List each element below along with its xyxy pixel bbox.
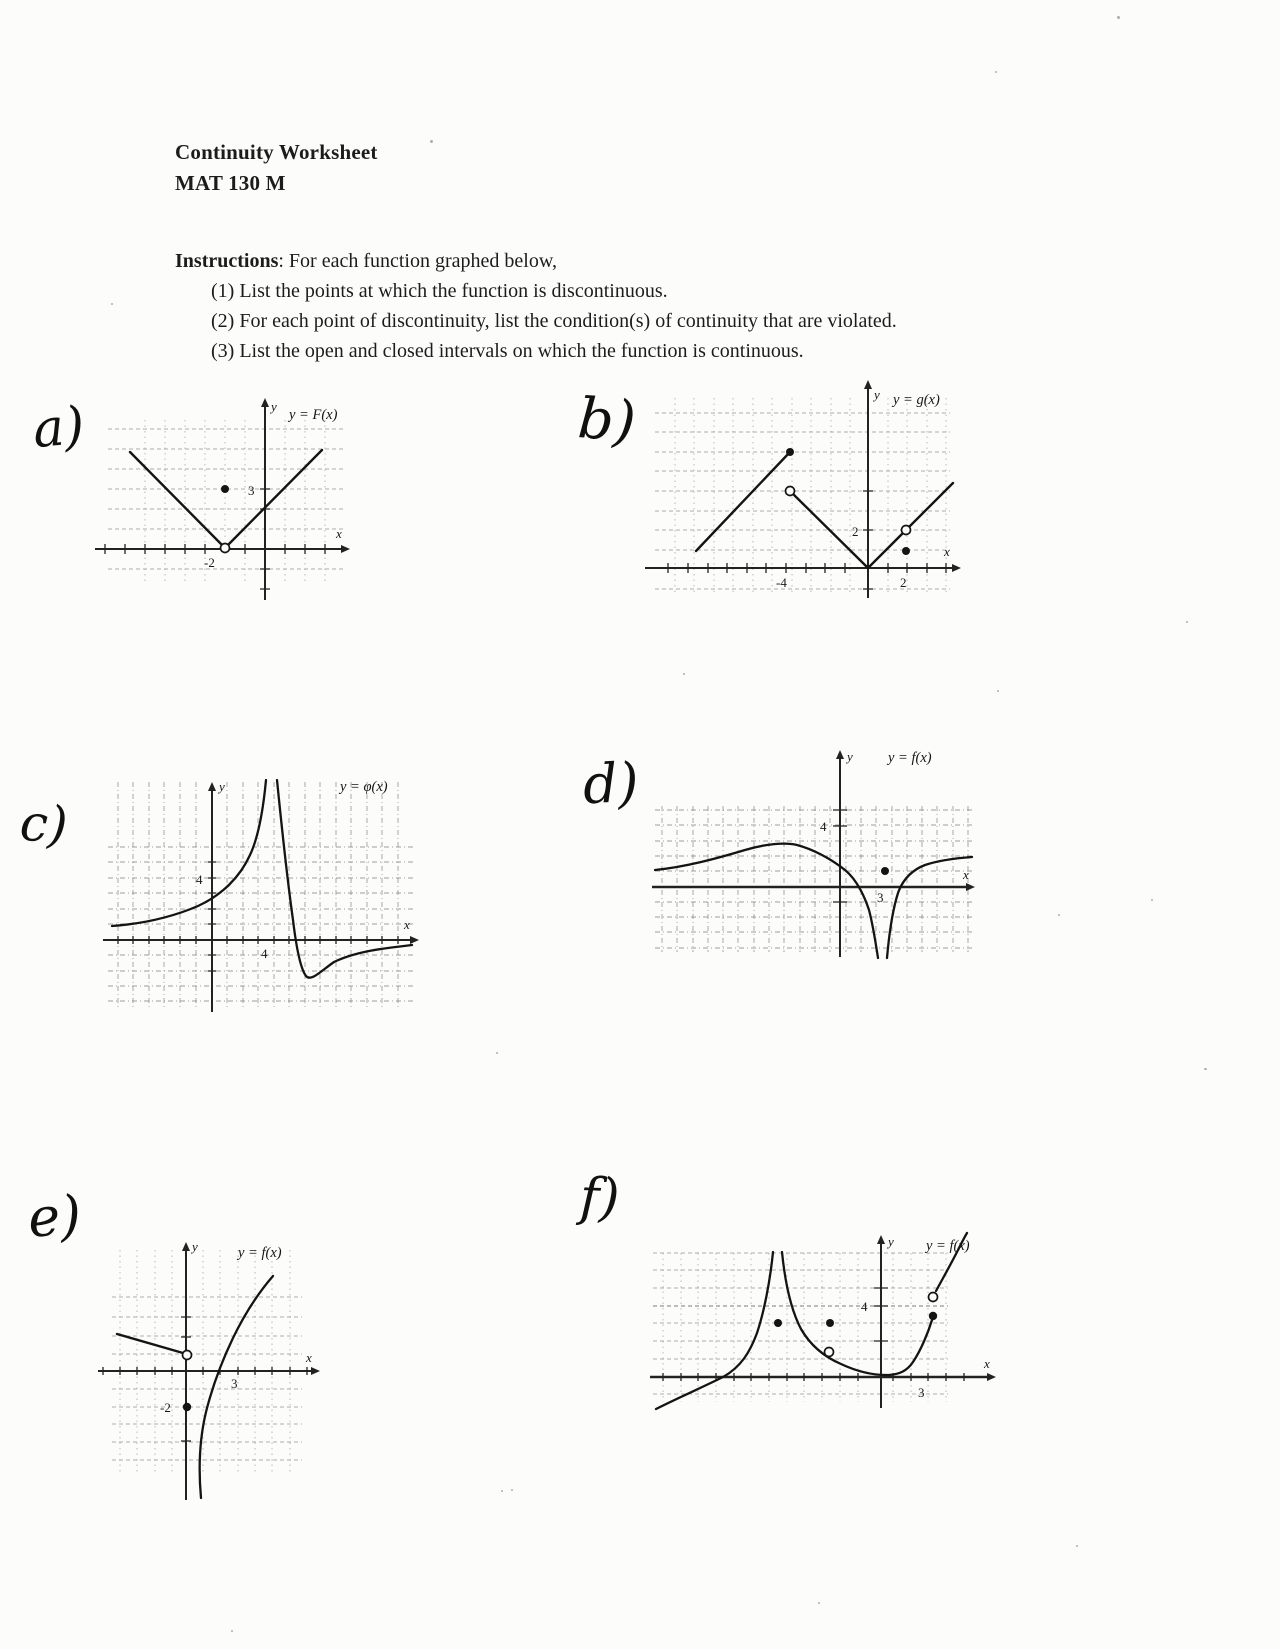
graph-c-y-arrow xyxy=(208,782,216,791)
instruction-item-1: (1) List the points at which the function is discontinuous. xyxy=(211,280,668,302)
graph-f-x-axis-label: x xyxy=(984,1356,990,1371)
graph-c-plot xyxy=(100,775,420,1015)
scan-speck xyxy=(231,1630,233,1632)
graph-b-y-axis-label: y xyxy=(874,387,880,402)
graph-f-filled-point-1 xyxy=(774,1319,782,1327)
graph-a-vgrid xyxy=(145,420,325,585)
scan-speck xyxy=(1204,1068,1207,1070)
graph-d-hgrid xyxy=(655,810,972,948)
graph-f-filled-point-3 xyxy=(929,1312,937,1320)
graph-a-x-arrow xyxy=(341,545,350,553)
graph-a-plot xyxy=(90,395,360,605)
course-code: MAT 130 M xyxy=(175,171,286,195)
graph-e-hgrid xyxy=(112,1297,302,1460)
graph-a-y-arrow xyxy=(261,398,269,407)
graph-b-function-label: y = g(x) xyxy=(893,392,940,408)
graph-a-filled-point xyxy=(221,485,229,493)
graph-f-curve-left xyxy=(656,1252,773,1409)
graph-e-x-tick-3: 3 xyxy=(231,1376,238,1391)
graph-a-hand-label: a) xyxy=(30,395,87,461)
graph-f-open-point-1 xyxy=(825,1348,834,1357)
scan-speck xyxy=(995,71,997,73)
graph-e-y-arrow xyxy=(182,1242,190,1251)
instructions-intro: : For each function graphed below, xyxy=(278,250,557,272)
instructions-label: Instructions xyxy=(175,250,279,272)
graph-b-open-point-2 xyxy=(902,526,911,535)
graph-a-x-tick-neg2: -2 xyxy=(204,555,215,570)
graph-d-vgrid xyxy=(662,806,968,952)
graph-f-hgrid xyxy=(653,1253,948,1394)
graph-e-function-label: y = f(x) xyxy=(238,1245,282,1261)
graph-b-y-tick-2: 2 xyxy=(852,524,859,539)
instruction-item-3: (3) List the open and closed intervals on which the function is continuous. xyxy=(211,340,804,362)
graph-b-plot xyxy=(640,380,965,600)
scan-speck xyxy=(1076,1545,1078,1547)
graph-b-vgrid xyxy=(675,398,946,595)
instructions-block xyxy=(175,250,1095,363)
graph-d-function-label: y = f(x) xyxy=(888,750,932,766)
graph-e-y-axis-label: y xyxy=(192,1239,198,1254)
graph-b-left-ray xyxy=(696,452,790,551)
graph-e-open-point xyxy=(183,1351,192,1360)
graph-f-filled-point-2 xyxy=(826,1319,834,1327)
graph-a-x-axis-label: x xyxy=(336,526,342,541)
graph-b-x-tick-2: 2 xyxy=(900,575,907,590)
graph-d-hand-label: d) xyxy=(581,750,641,817)
graph-c-x-axis-label: x xyxy=(404,917,410,932)
graph-f-x-tick-3: 3 xyxy=(918,1385,925,1400)
graph-a-y-axis-label: y xyxy=(271,399,277,414)
graph-b-hand-label: b) xyxy=(575,386,638,455)
graph-b-x-arrow xyxy=(952,564,961,572)
graph-f-hand-label: f) xyxy=(578,1167,621,1229)
graph-d-y-tick-4: 4 xyxy=(820,819,827,834)
graph-f-x-arrow xyxy=(987,1373,996,1381)
graph-c-y-tick-4: 4 xyxy=(196,872,203,887)
graph-b-hgrid xyxy=(655,413,950,589)
scan-speck xyxy=(1117,16,1120,19)
scan-speck xyxy=(997,690,999,692)
graph-c-x-tick-4: 4 xyxy=(261,946,268,961)
graph-d-y-arrow xyxy=(836,750,844,759)
graph-a-y-tick-3: 3 xyxy=(248,483,255,498)
scan-speck xyxy=(111,303,113,305)
graph-d-x-axis-label: x xyxy=(963,867,969,882)
graph-c-hgrid xyxy=(108,847,414,1001)
graph-c-vgrid xyxy=(118,782,398,1008)
graph-e-x-arrow xyxy=(311,1367,320,1375)
graph-b-filled-point-2 xyxy=(902,547,910,555)
scan-speck xyxy=(1186,621,1188,623)
graph-c-curve-right xyxy=(277,780,412,978)
graph-b-right-ray xyxy=(868,483,953,568)
instructions-lead xyxy=(175,250,1095,273)
scan-speck xyxy=(430,140,433,143)
scan-speck xyxy=(818,1602,820,1604)
graph-b-open-point-1 xyxy=(786,487,795,496)
graph-b-y-arrow xyxy=(864,380,872,389)
graph-f-plot xyxy=(645,1175,1000,1415)
graph-d-filled-point xyxy=(881,867,889,875)
worksheet-header xyxy=(175,140,378,196)
scan-speck xyxy=(511,1489,513,1491)
graph-d-plot xyxy=(648,745,978,960)
graph-e-filled-point xyxy=(183,1403,191,1411)
graph-f-y-arrow xyxy=(877,1235,885,1244)
graph-d-y-axis-label: y xyxy=(847,749,853,764)
scan-speck xyxy=(496,1052,498,1054)
graph-c-hand-label: c) xyxy=(18,793,70,855)
graph-e-line-segment xyxy=(117,1334,183,1353)
graph-d-curve-right xyxy=(887,857,972,958)
graph-e-x-axis-label: x xyxy=(306,1350,312,1365)
page-title: Continuity Worksheet xyxy=(175,140,378,164)
graph-b-x-tick-neg4: -4 xyxy=(776,575,787,590)
graph-a-curve xyxy=(130,450,322,548)
graph-e-hand-label: e) xyxy=(25,1183,84,1250)
graph-b-filled-point-1 xyxy=(786,448,794,456)
scan-speck xyxy=(501,1490,503,1492)
graph-a-open-point xyxy=(221,544,230,553)
graph-d-x-tick-3: 3 xyxy=(877,890,884,905)
graph-f-y-axis-label: y xyxy=(888,1234,894,1249)
graph-f-open-point-2 xyxy=(929,1293,938,1302)
graph-c-function-label: y = φ(x) xyxy=(340,779,388,795)
graph-d-x-arrow xyxy=(966,883,975,891)
graph-d-curve-left xyxy=(655,844,878,958)
graph-b-x-axis-label: x xyxy=(944,544,950,559)
graph-f-y-tick-4: 4 xyxy=(861,1299,868,1314)
scan-speck xyxy=(1058,914,1060,916)
scan-speck xyxy=(683,673,685,675)
scan-speck xyxy=(1151,899,1153,901)
graph-e-vgrid xyxy=(120,1250,290,1472)
graph-c-x-arrow xyxy=(410,936,419,944)
graph-a-function-label: y = F(x) xyxy=(289,407,338,423)
graph-f-function-label: y = f(x) xyxy=(926,1238,970,1254)
graph-c-y-axis-label: y xyxy=(219,779,225,794)
instruction-item-2: (2) For each point of discontinuity, list the condition(s) of continuity that are violated. xyxy=(211,310,897,332)
graph-e-y-tick-neg2: -2 xyxy=(160,1400,171,1415)
graph-e-plot xyxy=(95,1235,320,1505)
